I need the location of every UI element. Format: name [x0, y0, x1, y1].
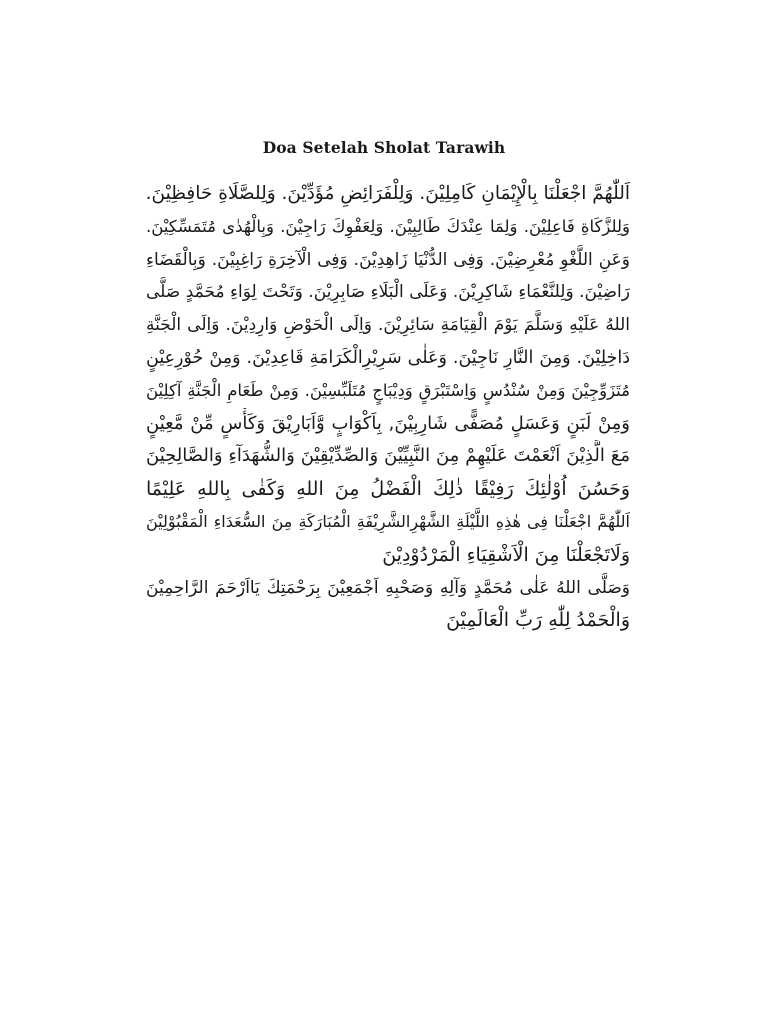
prayer-line: وَلِلزَّكَاةِ فَاعِلِيْنَ. وَلِمَا عِنْدَكَ طَالِبِيْنَ. وَلِعَفْوِكَ رَاجِيْنَ. وَبِالْهُدٰى مُتَمَسِّكِيْنَ. [146, 216, 630, 236]
prayer-line: وَعَنِ اللَّغْوِ مُعْرِضِيْنَ. وَفِى الدُّنْيَا زَاهِدِيْنَ. وَفِى الْآخِرَةِ رَاغِبِيْنَ. وَبِالْقَضَاءِ [146, 249, 630, 270]
prayer-line: وَلَاتَجْعَلْنَا مِنَ الْاَشْقِيَاءِ الْمَرْدُوْدِيْنَ [382, 543, 630, 566]
prayer-line: اَللّٰهُمَّ اجْعَلْنَا فِى هٰذِهِ اللَّيْلَةِ الشَّهْرِالشَّرِيْفَةِ الْمُبَارَكَةِ مِنَ السُّعَدَاءِ الْمَقْبُوْلِيْنَ [146, 511, 630, 531]
prayer-line: وَالْحَمْدُ لِلّٰهِ رَبِّ الْعَالَمِيْنَ [446, 609, 630, 632]
prayer-line: اللهُ عَلَيْهِ وَسَلَّمَ يَوْمَ الْقِيَامَةِ سَائِرِيْنَ. وَاِلَى الْحَوْضِ وَارِدِيْنَ. وَاِلَى الْجَنَّةِ [146, 315, 630, 336]
prayer-line: اَللّٰهُمَّ اجْعَلْنَا بِالْإِيْمَانِ كَامِلِيْنَ. وَلِلْفَرَائِضِ مُؤَدِّيْنَ. وَلِلصَّلَاةِ حَافِظِيْنَ. [146, 183, 630, 204]
prayer-line: وَمِنْ لَبَنٍ وَعَسَلٍ مُصَفًّى شَارِبِيْنَ, بِاَكْوَابٍ وَّاَبَارِيْقَ وَكَأْسٍ مِّنْ مَّعِيْنٍ [146, 412, 630, 434]
document-title: Doa Setelah Sholat Tarawih [262, 138, 506, 157]
prayer-line: وَصَلَّى اللهُ عَلٰى مُحَمَّدٍ وَآلِهِ وَصَحْبِهِ اَجْمَعِيْنَ بِرَحْمَتِكَ يَااَرْحَمَ الرَّاحِمِيْنَ [146, 577, 630, 598]
prayer-text [146, 178, 630, 637]
prayer-line: رَاضِيْنَ. وَلِلنَّعْمَاءِ شَاكِرِيْنَ. وَعَلَى الْبَلَاءِ صَابِرِيْنَ. وَتَحْتَ لِوَاءِ مُحَمَّدٍ صَلَّى [146, 282, 630, 303]
prayer-line: مَعَ الَّذِيْنَ اَنْعَمْتَ عَلَيْهِمْ مِنَ النَّبِيِّيْنَ وَالصِّدِّيْقِيْنَ وَالشُّهَدَآءِ وَالصَّالِحِيْنَ [146, 445, 630, 467]
prayer-line: دَاخِلِيْنَ. وَمِنَ النَّارِ نَاجِيْنَ. وَعَلٰى سَرِيْرِالْكَرَامَةِ قَاعِدِيْنَ. وَمِنْ حُوْرِعِيْنٍ [146, 347, 630, 368]
prayer-line: وَحَسُنَ اُوْلٰئِكَ رَفِيْقًا ذٰلِكَ الْفَضْلُ مِنَ اللهِ وَكَفٰى بِاللهِ عَلِيْمًا [146, 478, 630, 501]
prayer-line: مُتَزَوِّجِيْنَ وَمِنْ سُنْدُسٍ وَاِسْتَبْرَقٍ وَدِيْبَاجٍ مُتَلَبِّسِيْنَ. وَمِنْ طَعَامِ الْجَنَّةِ آكِلِيْنَ [146, 380, 630, 400]
